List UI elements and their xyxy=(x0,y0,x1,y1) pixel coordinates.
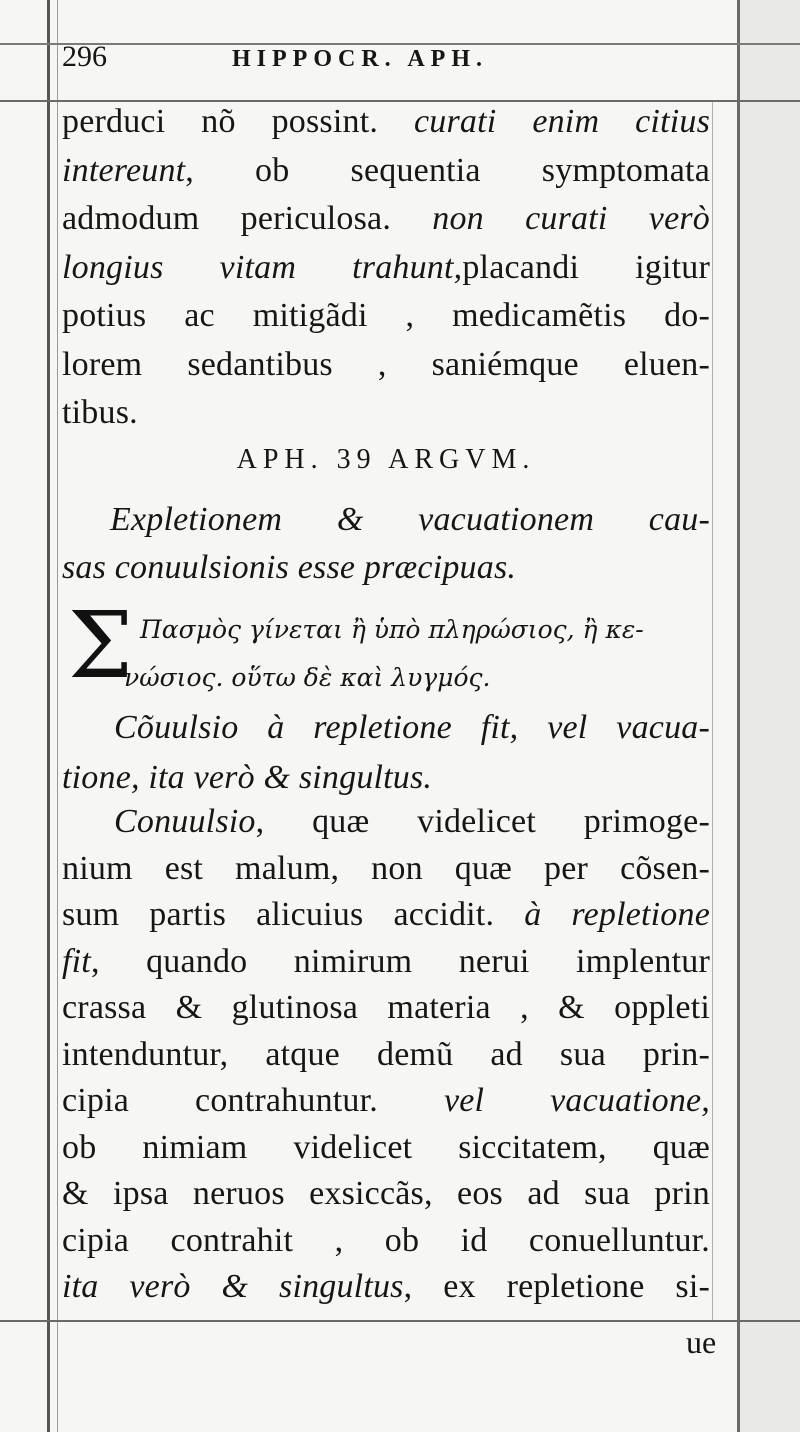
italic-segment: ita verò & singultus xyxy=(62,1268,404,1305)
roman-segment: admodum periculosa. xyxy=(62,200,433,237)
roman-segment: , quæ videlicet primoge- xyxy=(255,803,710,840)
roman-segment: ob nimiam videlicet siccitatem, quæ xyxy=(62,1128,710,1166)
page-fore-edge xyxy=(737,0,740,1432)
commentary-line xyxy=(62,102,710,142)
commentary-line xyxy=(62,393,710,433)
roman-segment: perduci nõ possint. xyxy=(62,103,414,140)
commentary-line xyxy=(62,151,710,191)
greek-drop-initial: Σ xyxy=(68,592,134,699)
aphorism-argument-heading: APH. 39 ARGVM. xyxy=(236,444,536,475)
greek-line: Πασμὸς γίνεται ἢ ὑπὸ πληρώσιος, ἢ κε- xyxy=(140,615,644,644)
roman-segment: cipia contrahuntur. xyxy=(62,1082,444,1119)
roman-segment: sum partis alicuius accidit. xyxy=(62,896,525,933)
commentary-line xyxy=(62,1267,710,1307)
roman-segment: nium est malum, non quæ per cõsen- xyxy=(62,849,710,887)
roman-segment: , quando nimirum nerui implentur xyxy=(90,942,710,980)
commentary-line xyxy=(114,802,710,842)
commentary-line xyxy=(62,988,710,1028)
italic-segment: fit xyxy=(62,942,91,980)
argument-line: Expletionem & vacuationem cau- xyxy=(110,501,710,538)
italic-segment: à repletione xyxy=(524,896,710,933)
commentary-line xyxy=(62,1128,710,1168)
roman-segment: lorem sedantibus , saniémque eluen- xyxy=(62,345,710,383)
italic-segment: longius vitam trahunt, xyxy=(62,248,463,286)
roman-segment: placandi igitur xyxy=(462,248,710,286)
translation-line: tione, ita verò & singultus. xyxy=(62,759,433,796)
commentary-line xyxy=(62,849,710,889)
italic-segment: intereunt xyxy=(62,151,186,189)
argument-line: sas conuulsionis esse præcipuas. xyxy=(62,549,517,586)
running-title: HIPPOCR. APH. xyxy=(232,46,488,72)
commentary-line xyxy=(62,1221,710,1261)
roman-segment: tibus. xyxy=(62,394,138,431)
roman-segment: intenduntur, atque demũ ad sua prin- xyxy=(62,1035,710,1073)
commentary-line xyxy=(62,1081,710,1121)
running-head xyxy=(62,40,582,80)
commentary-line xyxy=(62,942,710,982)
commentary-line xyxy=(62,345,710,385)
commentary-line xyxy=(62,248,710,288)
text-block-right-line xyxy=(712,100,713,1320)
italic-segment: non curati verò xyxy=(432,200,710,237)
catchword: ue xyxy=(686,1324,717,1360)
page-gutter-inner-line xyxy=(57,0,58,1432)
italic-segment: vel vacuatione, xyxy=(443,1082,711,1119)
roman-segment: cipia contrahit , ob id conuelluntur. xyxy=(62,1221,710,1259)
greek-line: νώσιος. οὕτω δὲ καὶ λυγμός. xyxy=(124,663,491,692)
roman-segment: potius ac mitigãdi , medicamẽtis do- xyxy=(62,297,710,334)
roman-segment: crassa & glutinosa materia , & oppleti xyxy=(62,989,710,1026)
commentary-line xyxy=(62,296,710,336)
commentary-line xyxy=(62,895,710,935)
commentary-line xyxy=(62,1035,710,1075)
commentary-line xyxy=(62,1174,710,1214)
translation-line: Cõuulsio à repletione fit, vel vacua- xyxy=(114,709,710,746)
italic-segment: curati enim citius xyxy=(413,103,710,140)
roman-segment: , ob sequentia symptomata xyxy=(185,151,710,189)
roman-segment: & ipsa neruos exsiccãs, eos ad sua prin xyxy=(62,1175,710,1212)
page-number: 296 xyxy=(62,40,107,73)
roman-segment: , ex repletione si- xyxy=(403,1268,710,1305)
page-gutter-edge xyxy=(47,0,50,1432)
bottom-frame-rule xyxy=(0,1320,800,1322)
italic-segment: Conuulsio xyxy=(114,803,256,840)
commentary-line xyxy=(62,199,710,239)
outer-margin-shade xyxy=(740,0,800,1432)
